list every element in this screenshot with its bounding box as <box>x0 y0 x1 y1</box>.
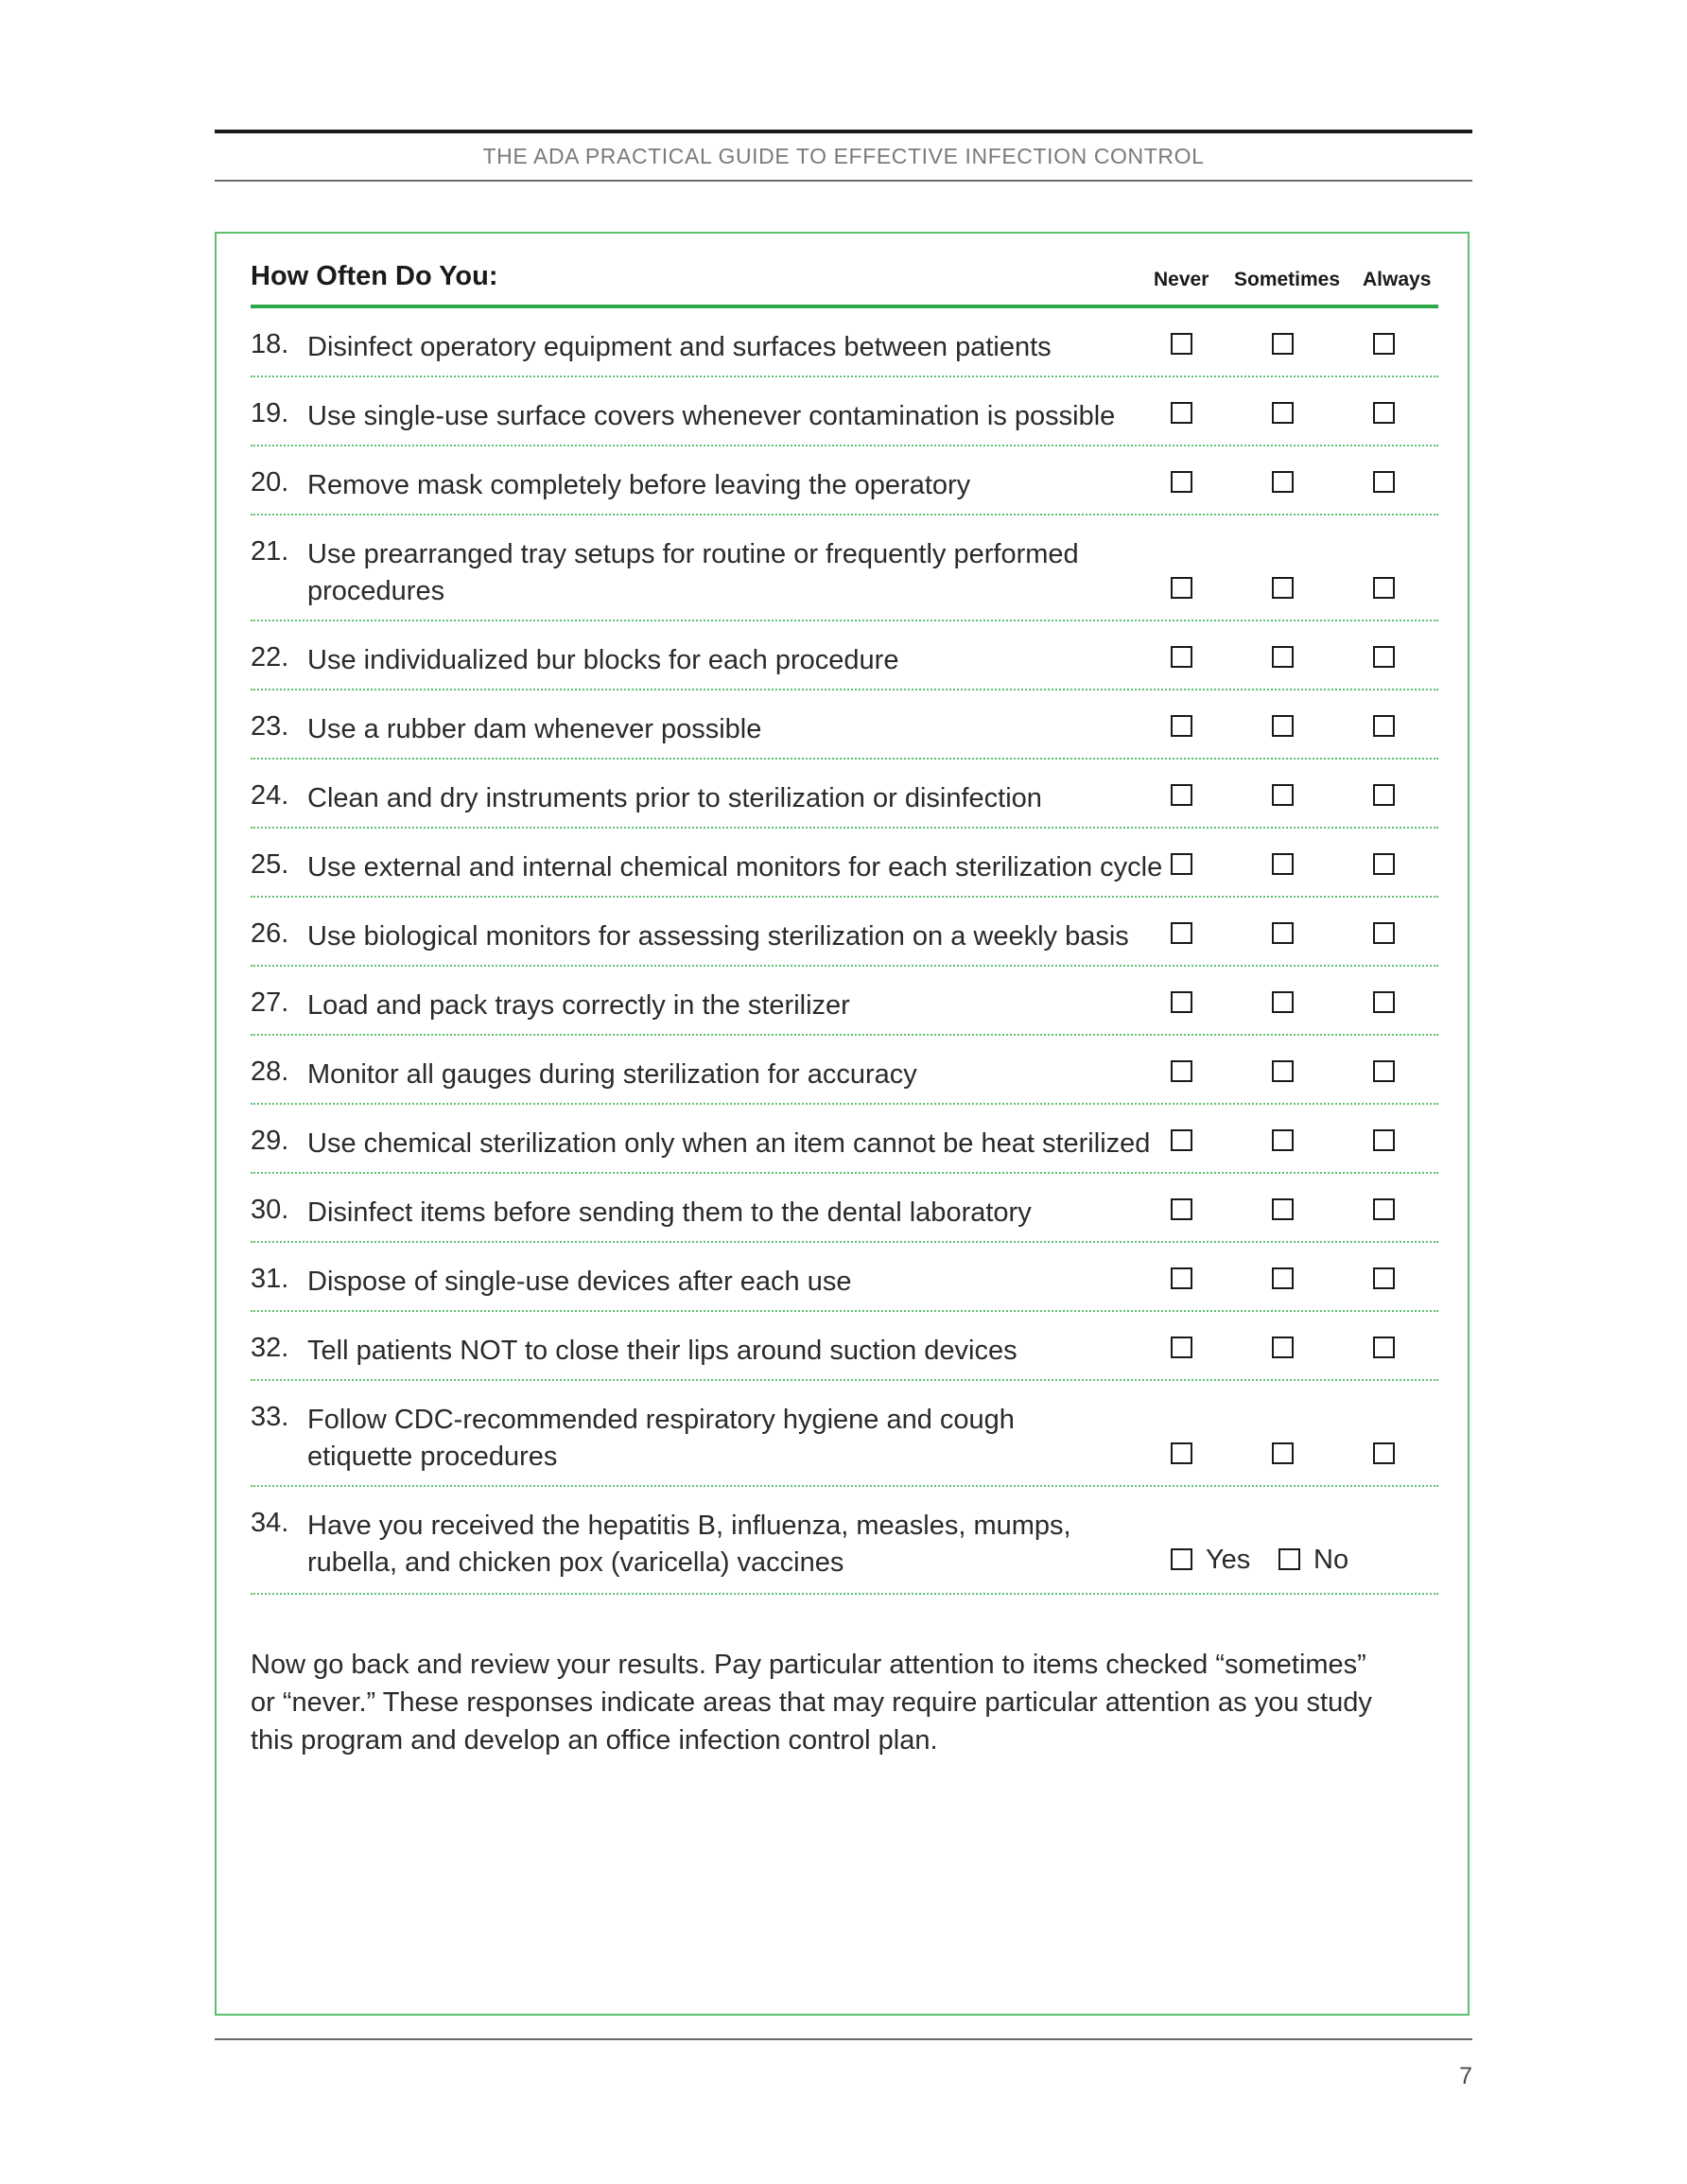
question-number: 34. <box>251 1508 289 1538</box>
always-checkbox[interactable] <box>1373 646 1395 668</box>
question-text: Disinfect operatory equipment and surfaces between patients <box>307 332 1052 362</box>
question-row <box>251 1036 1438 1105</box>
question-number: 32. <box>251 1333 289 1363</box>
sometimes-checkbox[interactable] <box>1272 471 1294 493</box>
no-checkbox[interactable] <box>1278 1548 1300 1570</box>
sometimes-checkbox[interactable] <box>1272 1337 1294 1358</box>
sometimes-checkbox[interactable] <box>1272 991 1294 1013</box>
never-checkbox[interactable] <box>1171 333 1192 355</box>
question-text: Clean and dry instruments prior to sterilization or disinfection <box>307 783 1042 813</box>
question-number: 24. <box>251 780 289 811</box>
header-rule <box>215 180 1472 182</box>
always-checkbox[interactable] <box>1373 402 1395 424</box>
question-text: Load and pack trays correctly in the sterilizer <box>307 990 850 1021</box>
question-text: Remove mask completely before leaving the operatory <box>307 470 971 500</box>
sometimes-checkbox[interactable] <box>1272 715 1294 737</box>
question-text: Use chemical sterilization only when an item cannot be heat sterilized <box>307 1128 1151 1159</box>
question-text: Use biological monitors for assessing sterilization on a weekly basis <box>307 921 1129 952</box>
question-text: Tell patients NOT to close their lips around suction devices <box>307 1336 1017 1366</box>
never-checkbox[interactable] <box>1171 1129 1192 1151</box>
question-text: Have you received the hepatitis B, influenza, measles, mumps, rubella, and chicken pox (varicella) vaccines <box>307 1511 1071 1578</box>
question-number: 26. <box>251 918 289 949</box>
question-text: Disinfect items before sending them to the dental laboratory <box>307 1197 1032 1228</box>
page-number: 7 <box>1459 2063 1472 2089</box>
sometimes-checkbox[interactable] <box>1272 1442 1294 1464</box>
question-row <box>251 898 1438 967</box>
question-number: 29. <box>251 1126 289 1156</box>
sometimes-checkbox[interactable] <box>1272 784 1294 806</box>
never-checkbox[interactable] <box>1171 402 1192 424</box>
question-text: Use single-use surface covers whenever contamination is possible <box>307 401 1116 431</box>
question-number: 27. <box>251 987 289 1018</box>
always-checkbox[interactable] <box>1373 1267 1395 1289</box>
sometimes-checkbox[interactable] <box>1272 1267 1294 1289</box>
sometimes-checkbox[interactable] <box>1272 1198 1294 1220</box>
sometimes-checkbox[interactable] <box>1272 402 1294 424</box>
question-number: 21. <box>251 536 289 567</box>
sometimes-checkbox[interactable] <box>1272 1060 1294 1082</box>
question-text: Monitor all gauges during sterilization for accuracy <box>307 1059 917 1090</box>
question-row <box>251 308 1438 377</box>
question-number: 22. <box>251 642 289 673</box>
question-number: 19. <box>251 398 289 428</box>
always-checkbox[interactable] <box>1373 853 1395 875</box>
question-row <box>251 829 1438 898</box>
never-checkbox[interactable] <box>1171 853 1192 875</box>
question-row <box>251 515 1438 621</box>
always-checkbox[interactable] <box>1373 922 1395 944</box>
table-header <box>251 261 1438 306</box>
top-rule <box>215 130 1472 133</box>
column-sometimes: Sometimes <box>1234 269 1341 290</box>
question-number: 28. <box>251 1057 289 1087</box>
always-checkbox[interactable] <box>1373 471 1395 493</box>
question-row <box>251 1381 1438 1487</box>
never-checkbox[interactable] <box>1171 1442 1192 1464</box>
column-always: Always <box>1363 269 1432 290</box>
never-checkbox[interactable] <box>1171 471 1192 493</box>
never-checkbox[interactable] <box>1171 715 1192 737</box>
never-checkbox[interactable] <box>1171 646 1192 668</box>
question-row <box>251 377 1438 446</box>
sometimes-checkbox[interactable] <box>1272 333 1294 355</box>
sometimes-checkbox[interactable] <box>1272 853 1294 875</box>
sometimes-checkbox[interactable] <box>1272 646 1294 668</box>
question-text: Use individualized bur blocks for each procedure <box>307 645 899 675</box>
question-row <box>251 1174 1438 1243</box>
question-number: 20. <box>251 467 289 498</box>
no-label: No <box>1313 1545 1349 1575</box>
table-title: How Often Do You: <box>251 261 498 291</box>
question-text: Use external and internal chemical monitors for each sterilization cycle <box>307 852 1163 882</box>
question-text: Follow CDC-recommended respiratory hygiene and cough etiquette procedures <box>307 1405 1015 1472</box>
always-checkbox[interactable] <box>1373 1198 1395 1220</box>
never-checkbox[interactable] <box>1171 991 1192 1013</box>
never-checkbox[interactable] <box>1171 577 1192 599</box>
always-checkbox[interactable] <box>1373 333 1395 355</box>
always-checkbox[interactable] <box>1373 577 1395 599</box>
question-row <box>251 1105 1438 1174</box>
always-checkbox[interactable] <box>1373 1060 1395 1082</box>
always-checkbox[interactable] <box>1373 991 1395 1013</box>
yes-label: Yes <box>1206 1545 1251 1575</box>
question-row <box>251 690 1438 760</box>
running-header: THE ADA PRACTICAL GUIDE TO EFFECTIVE INFECTION CONTROL <box>482 144 1205 168</box>
always-checkbox[interactable] <box>1373 715 1395 737</box>
question-list <box>251 308 1438 1595</box>
column-never: Never <box>1154 269 1209 290</box>
question-row <box>251 1243 1438 1312</box>
sometimes-checkbox[interactable] <box>1272 922 1294 944</box>
question-number: 30. <box>251 1195 289 1225</box>
vaccine-question-row <box>251 1487 1438 1595</box>
question-row <box>251 967 1438 1036</box>
always-checkbox[interactable] <box>1373 1442 1395 1464</box>
never-checkbox[interactable] <box>1171 1198 1192 1220</box>
question-row <box>251 1312 1438 1381</box>
always-checkbox[interactable] <box>1373 1129 1395 1151</box>
never-checkbox[interactable] <box>1171 784 1192 806</box>
sometimes-checkbox[interactable] <box>1272 1129 1294 1151</box>
question-text: Use prearranged tray setups for routine or frequently performed procedures <box>307 539 1079 606</box>
footer-rule <box>215 2038 1472 2040</box>
always-checkbox[interactable] <box>1373 1337 1395 1358</box>
question-number: 33. <box>251 1402 289 1432</box>
question-number: 25. <box>251 849 289 880</box>
question-text: Dispose of single-use devices after each use <box>307 1267 852 1297</box>
sometimes-checkbox[interactable] <box>1272 577 1294 599</box>
closing-paragraph: Now go back and review your results. Pay particular attention to items checked “sometimes” or “never.” These responses indicate areas that may require particular attention as you study this program and develop an office infection control plan. <box>251 1650 1372 1756</box>
question-number: 18. <box>251 329 289 359</box>
question-text: Use a rubber dam whenever possible <box>307 714 762 744</box>
question-number: 31. <box>251 1264 289 1294</box>
yes-checkbox[interactable] <box>1171 1548 1192 1570</box>
question-row <box>251 446 1438 515</box>
question-row <box>251 621 1438 690</box>
question-row <box>251 760 1438 829</box>
never-checkbox[interactable] <box>1171 1267 1192 1289</box>
question-number: 23. <box>251 711 289 742</box>
never-checkbox[interactable] <box>1171 1337 1192 1358</box>
always-checkbox[interactable] <box>1373 784 1395 806</box>
never-checkbox[interactable] <box>1171 922 1192 944</box>
never-checkbox[interactable] <box>1171 1060 1192 1082</box>
